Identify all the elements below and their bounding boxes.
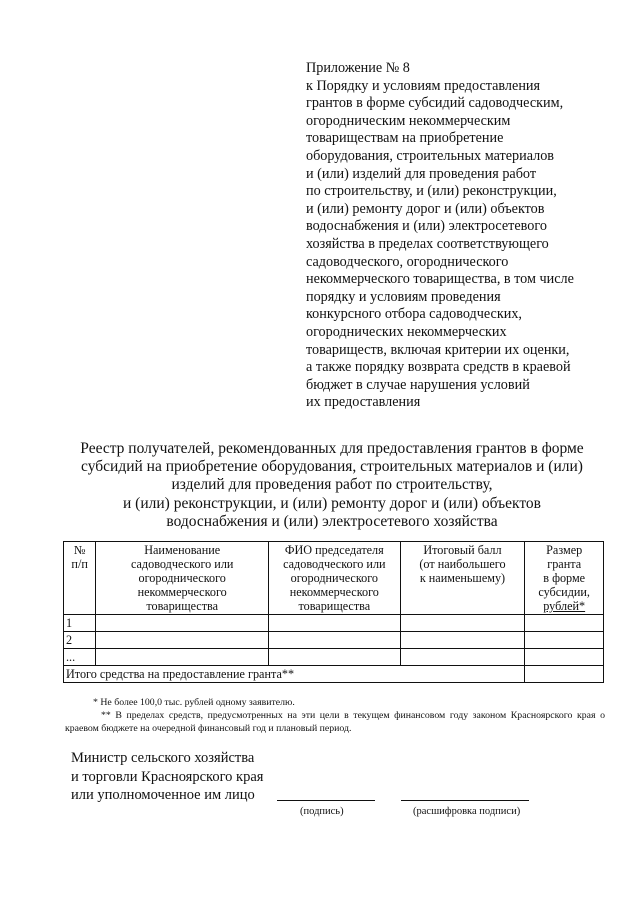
footnote-2: ** В пределах средств, предусмотренных на эти цели в текущем финансовом году законом Красноярского края о краевом бюджете на очередной финансовый год и плановый период.	[65, 710, 605, 734]
appendix-line: огороднических некоммерческих	[306, 323, 507, 340]
table-cell	[400, 632, 525, 649]
appendix-line: а также порядку возврата средств в краевой	[306, 359, 571, 376]
appendix-title: Приложение № 8	[306, 60, 410, 76]
table-cell	[269, 632, 400, 649]
table-cell	[96, 632, 269, 649]
title-line: и (или) реконструкции, и (или) ремонту дорог и (или) объектов	[123, 494, 541, 512]
table-row	[64, 649, 604, 666]
appendix-line: порядку и условиям проведения	[306, 288, 501, 305]
appendix-line: оборудования, строительных материалов	[306, 147, 554, 164]
signature-decode-label: (расшифровка подписи)	[413, 806, 521, 817]
table-cell	[525, 632, 604, 649]
row-number: 1	[64, 615, 96, 632]
table-row	[64, 615, 604, 632]
table-cell	[525, 615, 604, 632]
header-total-score: Итоговый балл (от наибольшего к наименьшему)	[400, 542, 525, 615]
signatory-line: и торговли Красноярского края	[71, 768, 264, 785]
footnotes	[65, 696, 605, 735]
header-number: № п/п	[64, 542, 96, 615]
appendix-line: к Порядку и условиям предоставления	[306, 77, 541, 94]
registry-title	[62, 440, 602, 531]
appendix-line: хозяйства в пределах соответствующего	[306, 235, 549, 252]
appendix-line: садоводческого, огороднического	[306, 253, 509, 270]
table-cell	[269, 615, 400, 632]
appendix-line: водоснабжения и (или) электросетевого	[306, 218, 547, 235]
signatory-line: Министр сельского хозяйства	[71, 750, 255, 766]
table-row	[64, 632, 604, 649]
table-cell	[96, 615, 269, 632]
total-label: Итого средства на предоставление гранта**	[64, 666, 525, 683]
table-cell	[525, 649, 604, 666]
title-line: водоснабжения и (или) электросетевого хозяйства	[166, 512, 498, 530]
table-cell	[400, 615, 525, 632]
table-cell	[269, 649, 400, 666]
title-line: Реестр получателей, рекомендованных для предоставления грантов в форме	[80, 440, 584, 457]
appendix-line: товариществам на приобретение	[306, 130, 504, 147]
header-chairman-name: ФИО председателя садоводческого или огороднического некоммерческого товарищества	[269, 542, 400, 615]
signature-label: (подпись)	[300, 806, 344, 817]
appendix-line: огородническим некоммерческим	[306, 112, 511, 129]
header-organization-name: Наименование садоводческого или огороднического некоммерческого товарищества	[96, 542, 269, 615]
appendix-block	[306, 60, 606, 412]
appendix-line: и (или) ремонту дорог и (или) объектов	[306, 200, 545, 217]
title-line: субсидий на приобретение оборудования, строительных материалов и (или)	[81, 458, 583, 476]
appendix-line: по строительству, и (или) реконструкции,	[306, 183, 557, 200]
appendix-line: конкурсного отбора садоводческих,	[306, 306, 522, 323]
table-cell	[400, 649, 525, 666]
footnote-1: * Не более 100,0 тыс. рублей одному заявителю.	[93, 697, 295, 708]
appendix-line: и (или) изделий для проведения работ	[306, 165, 537, 182]
appendix-line: бюджет в случае нарушения условий	[306, 376, 530, 393]
row-number: ...	[64, 649, 96, 666]
title-line: изделий для проведения работ по строительству,	[171, 476, 493, 494]
table-total-row	[64, 666, 604, 683]
signatory-line: или уполномоченное им лицо	[71, 787, 255, 803]
signature-line	[277, 800, 375, 801]
appendix-line: некоммерческого товарищества, в том числе	[306, 271, 574, 288]
row-number: 2	[64, 632, 96, 649]
registry-table	[63, 541, 604, 683]
table-header-row	[64, 542, 604, 615]
appendix-line: грантов в форме субсидий садоводческим,	[306, 95, 564, 112]
signature-decode-line	[401, 800, 529, 801]
header-grant-amount: Размер гранта в форме субсидии, рублей*	[525, 542, 604, 615]
appendix-line: их предоставления	[306, 394, 421, 411]
signature-block	[71, 749, 301, 805]
appendix-line: товариществ, включая критерии их оценки,	[306, 341, 570, 358]
table-cell	[96, 649, 269, 666]
table-cell	[525, 666, 604, 683]
